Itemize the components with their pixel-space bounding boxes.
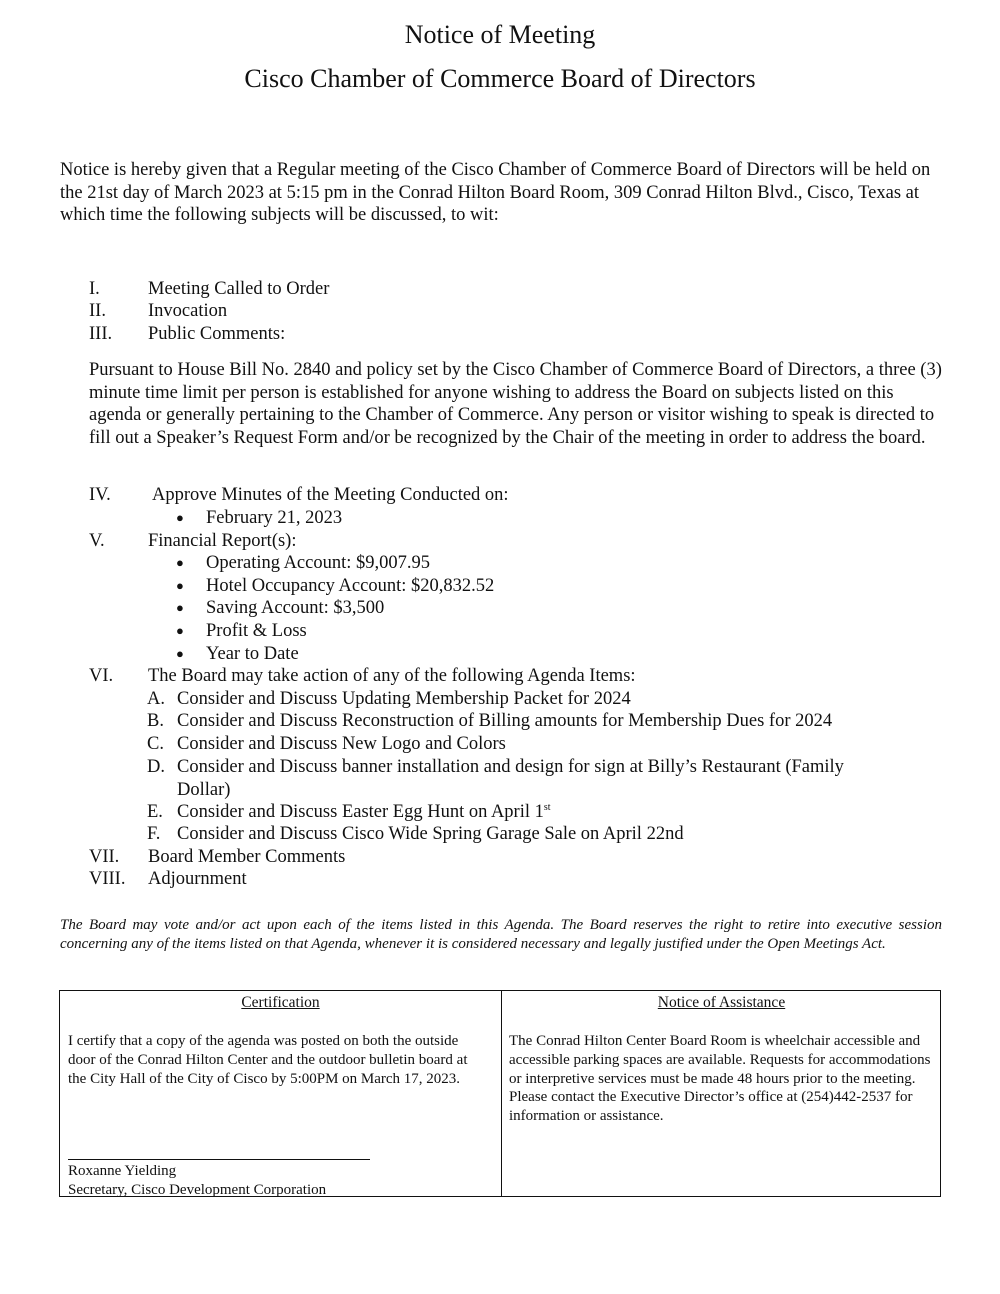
agenda-number: VI. [89, 666, 114, 686]
public-comments-paragraph: Pursuant to House Bill No. 2840 and policy set by the Cisco Chamber of Commerce Board of Directors, a three (3) minute time limit per person is established for anyone wishing to address the Board on subjects listed on this agenda or generally pertaining to the Chamber of Commerce. Any person or visitor wishing to speak is directed to fill out a Speaker’s Request Form and/or be recognized by the Chair of the meeting in order to address the board. [89, 360, 942, 448]
bullet-icon: ● [176, 623, 184, 638]
agenda-label: Invocation [148, 301, 228, 321]
column-divider [501, 991, 502, 1196]
agenda-label: Financial Report(s): [148, 531, 297, 551]
agenda-label: Approve Minutes of the Meeting Conducted on: [152, 485, 509, 505]
assistance-text: The Conrad Hilton Center Board Room is wheelchair accessible and accessible parking spaces are available. Requests for accommodations or interpretive services must be made 48 hours prior to the meeting. Please contact the Executive Director’s office at (254)442-2537 for information or assistance. [509, 1033, 931, 1125]
certification-text: I certify that a copy of the agenda was posted on both the outside door of the Conrad Hilton Center and the outdoor bulletin board at the City Hall of the City of Cisco by 5:00PM on March 17, 2023. [68, 1033, 468, 1087]
document-title: Notice of Meeting [404, 20, 596, 49]
signer-name: Roxanne Yielding [68, 1163, 177, 1179]
agenda-number: IV. [89, 485, 111, 505]
bullet-icon: ● [176, 600, 184, 615]
document-subtitle: Cisco Chamber of Commerce Board of Directors [244, 64, 756, 93]
assistance-heading: Notice of Assistance [657, 994, 786, 1011]
agenda-number: V. [89, 531, 105, 551]
agenda-number: II. [89, 301, 106, 321]
disclaimer: The Board may vote and/or act upon each of the items listed in this Agenda. The Board reserves the right to retire into executive session concerning any of the items listed on that Agenda, whenever it is considered necessary and legally justified under the Open Meetings Act. [60, 917, 942, 952]
bullet-icon: ● [176, 646, 184, 661]
agenda-number: VII. [89, 847, 120, 867]
agenda-label: Adjournment [148, 869, 247, 889]
agenda-label: Meeting Called to Order [148, 279, 330, 299]
bullet-icon: ● [176, 555, 184, 570]
bullet-icon: ● [176, 510, 184, 525]
agenda-number: I. [89, 279, 100, 299]
bullet-icon: ● [176, 578, 184, 593]
agenda-label: Board Member Comments [148, 847, 346, 867]
certification-table [59, 990, 941, 1197]
agenda-number: III. [89, 324, 113, 344]
signer-title: Secretary, Cisco Development Corporation [68, 1182, 327, 1196]
certification-heading: Certification [241, 994, 320, 1011]
agenda-label: The Board may take action of any of the following Agenda Items: [148, 666, 636, 686]
intro-paragraph: Notice is hereby given that a Regular meeting of the Cisco Chamber of Commerce Board of Directors will be held on the 21st day of March 2023 at 5:15 pm in the Conrad Hilton Board Room, 309 Conrad Hilton Blvd., Cisco, Texas at which time the following subjects will be discussed, to wit: [60, 160, 931, 226]
agenda-number: VIII. [89, 869, 126, 889]
agenda-label: Public Comments: [148, 324, 286, 344]
signature-line [68, 1159, 370, 1160]
